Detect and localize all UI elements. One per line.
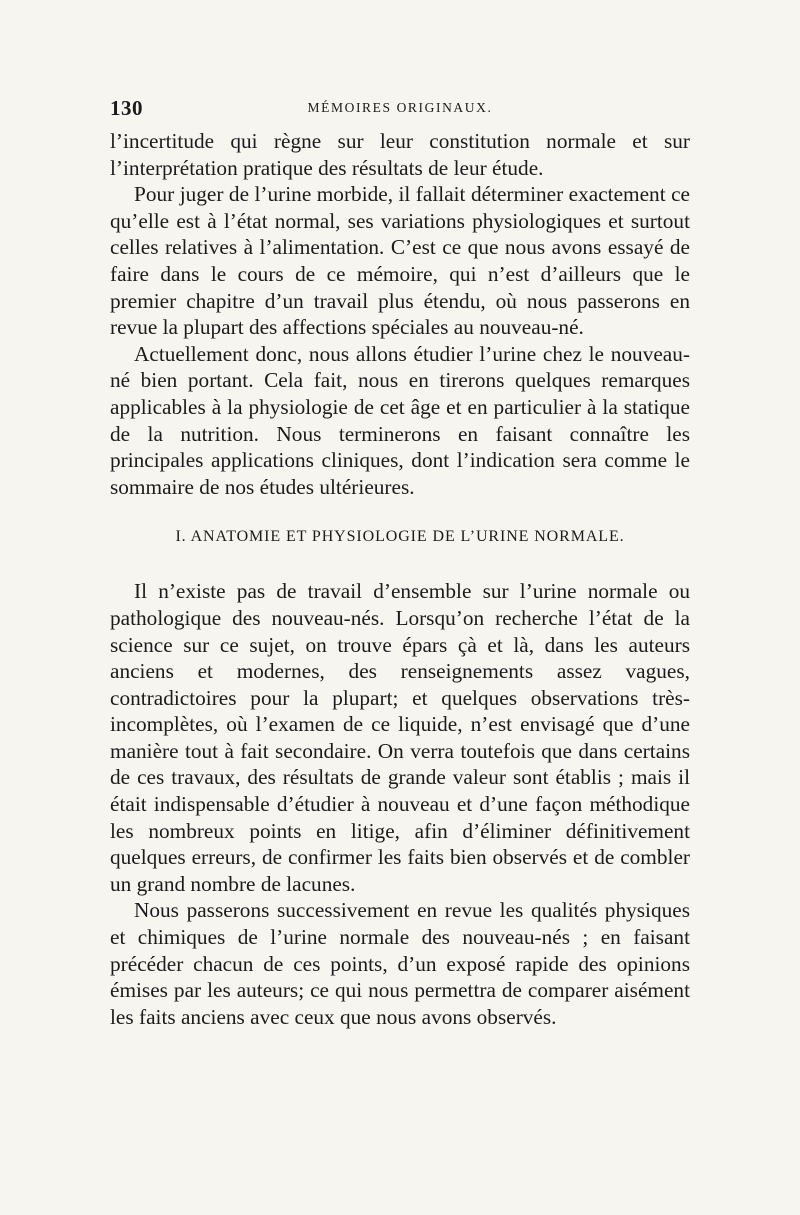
running-title: MÉMOIRES ORIGINAUX. bbox=[307, 100, 493, 115]
paragraph-state-of-science: Il n’existe pas de travail d’ensemble sur l’urine normale ou pathologique des nouveau-nés. Lorsqu’on recherche l’état de la science sur ce sujet, on trouve épars çà et là, dans les auteurs anciens et modernes, des renseignements assez vagues, contradictoires pour la plupart; et quelques observations très-incomplètes, où l’examen de ce liquide, n’est envisagé que d’une manière tout à fait secondaire. On verra toutefois que dans certains de ces travaux, des résultats de grande valeur sont établis ; mais il était indispensable d’étudier à nouveau et d’une façon méthodique les nombreux points en litige, afin d’éliminer définitivement quelques erreurs, de confirmer les faits bien observés et de combler un grand nombre de lacunes. bbox=[110, 579, 690, 896]
section-heading bbox=[110, 524, 690, 550]
running-head bbox=[110, 96, 690, 124]
paragraph-plan: Actuellement donc, nous allons étudier l’urine chez le nouveau-né bien portant. Cela fait, nous en tirerons quelques remarques applicables à la physiologie de cet âge et en particulier à la statique de la nutrition. Nous terminerons en faisant connaître les principales applications cliniques, dont l’indication sera comme le sommaire de nos études ultérieures. bbox=[110, 341, 690, 499]
section-heading-text: I. ANATOMIE ET PHYSIOLOGIE DE L’URINE NORMALE. bbox=[175, 528, 625, 546]
page-number: 130 bbox=[110, 96, 143, 120]
paragraph-continuation: l’incertitude qui règne sur leur constitution normale et sur l’interprétation pratique des résultats de leur étude. bbox=[110, 129, 690, 180]
paragraph-purpose: Pour juger de l’urine morbide, il fallait déterminer exactement ce qu’elle est à l’état normal, ses variations physiologiques et surtout celles relatives à l’alimentation. C’est ce que nous avons essayé de faire dans le cours de ce mémoire, qui n’est d’ailleurs que le premier chapitre d’un travail plus étendu, où nous passerons en revue la plupart des affections spéciales au nouveau-né. bbox=[110, 182, 690, 340]
paragraph-method: Nous passerons successivement en revue les qualités physiques et chimiques de l’urine normale des nouveau-nés ; en faisant précéder chacun de ces points, d’un exposé rapide des opinions émises par les auteurs; ce qui nous permettra de comparer aisément les faits anciens avec ceux que nous avons observés. bbox=[110, 898, 690, 1029]
book-page bbox=[110, 96, 690, 1030]
